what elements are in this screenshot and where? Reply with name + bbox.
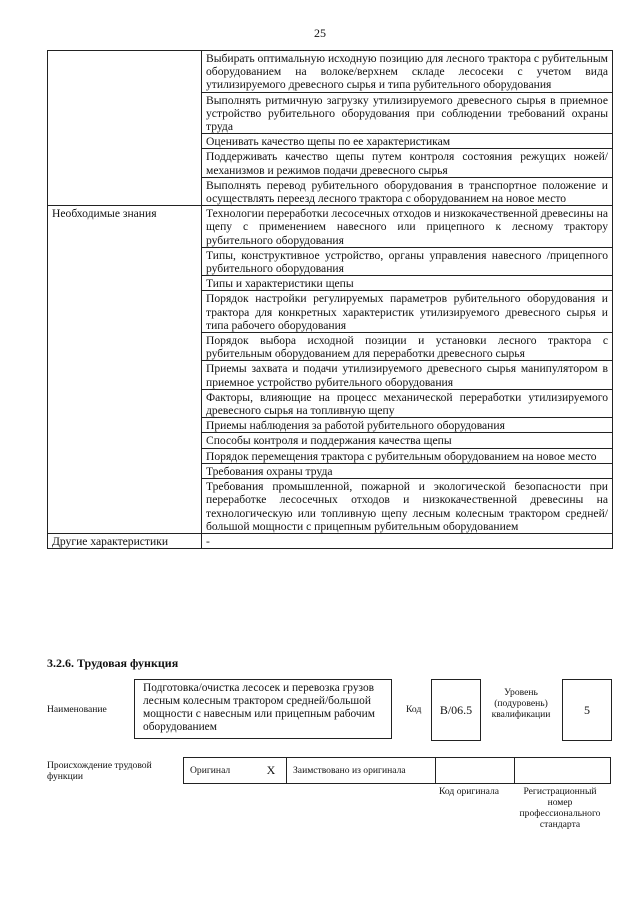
level-value-box: 5	[562, 679, 612, 741]
name-label: Наименование	[47, 704, 107, 715]
function-name-box: Подготовка/очистка лесосек и перевозка грузов лесным колесным трактором средней/большой мощности с навесным или прицепным рабочим оборудованием	[134, 679, 392, 739]
knowledge-label: Необходимые знания	[52, 207, 157, 221]
code-original-label: Код оригинала	[438, 786, 500, 797]
original-mark	[256, 758, 287, 784]
knowledge-cell: Факторы, влияющие на процесс механической переработки утилизируемого древесного сырья на топливную щепу	[202, 389, 613, 417]
knowledge-cell: Типы и характеристики щепы	[202, 276, 613, 291]
knowledge-cell: Порядок выбора исходной позиции и установки лесного трактора с рубительным оборудованием для переработки древесного сырья	[202, 333, 613, 361]
code-value-box: B/06.5	[431, 679, 481, 741]
skills-label-cell	[48, 51, 202, 206]
skill-cell: Выполнять ритмичную загрузку утилизируемого древесного сырья в приемное устройство рубительного оборудования при соблюдении требований охраны труда	[202, 92, 613, 134]
knowledge-cell: Типы, конструктивное устройство, органы управления навесного /прицепного рубительного оборудования	[202, 247, 613, 275]
table-row	[48, 206, 613, 248]
skill-cell: Выбирать оптимальную исходную позицию для лесного трактора с рубительным оборудованием на волоке/верхнем складе лесосеки с учетом вида утилизируемого древесного сырья и типа рубительного оборудования	[202, 51, 613, 93]
origin-label: Происхождение трудовой функции	[47, 760, 152, 782]
knowledge-cell: Технологии переработки лесосечных отходов и низкокачественной древесины на щепу с применением навесного или прицепного к лесному трактору рубительного оборудования	[202, 206, 613, 248]
skill-cell: Оценивать качество щепы по ее характеристикам	[202, 134, 613, 149]
knowledge-cell: Приемы наблюдения за работой рубительного оборудования	[202, 418, 613, 433]
knowledge-cell: Порядок настройки регулируемых параметров рубительного оборудования и трактора для конкретных характеристик утилизируемого древесного сырья и типа рабочего оборудования	[202, 291, 613, 333]
original-mark-x: X	[266, 763, 276, 777]
knowledge-cell: Порядок перемещения трактора с рубительным оборудованием на новое место	[202, 448, 613, 463]
table-row	[184, 758, 611, 784]
skill-cell: Выполнять перевод рубительного оборудования в транспортное положение и осуществлять переезд лесного трактора с оборудованием на новое место	[202, 177, 613, 205]
knowledge-cell: Требования промышленной, пожарной и экологической безопасности при переработке лесосечных отходов и низкокачественной древесины на технологическую или топливную щепу лесным колесным трактором средней/большой мощности с прицепным рубительным оборудованием	[202, 479, 613, 534]
reg-number-label: Регистрационный номер профессионального стандарта	[519, 786, 601, 830]
skills-knowledge-table	[47, 50, 613, 549]
other-label: Другие характеристики	[48, 533, 202, 548]
other-value: -	[202, 533, 613, 548]
knowledge-cell: Способы контроля и поддержания качества щепы	[202, 433, 613, 448]
section-title: 3.2.6. Трудовая функция	[47, 656, 179, 670]
original-label: Оригинал	[184, 758, 257, 784]
skill-cell: Поддерживать качество щепы путем контроля состояния режущих ножей/механизмов и режимов подачи древесного сырья	[202, 149, 613, 177]
table-row	[48, 533, 613, 548]
code-original-cell	[436, 758, 515, 784]
code-label: Код	[406, 704, 422, 715]
borrowed-label: Заимствовано из оригинала	[287, 758, 436, 784]
knowledge-cell: Приемы захвата и подачи утилизируемого древесного сырья манипулятором в приемное устройство рубительного оборудования	[202, 361, 613, 389]
origin-table	[183, 757, 611, 784]
knowledge-label-cell	[48, 206, 202, 534]
table-row	[48, 51, 613, 93]
reg-number-cell	[515, 758, 611, 784]
level-label: Уровень (подуровень) квалификации	[491, 687, 551, 720]
page-number: 25	[314, 26, 326, 40]
knowledge-cell: Требования охраны труда	[202, 463, 613, 478]
